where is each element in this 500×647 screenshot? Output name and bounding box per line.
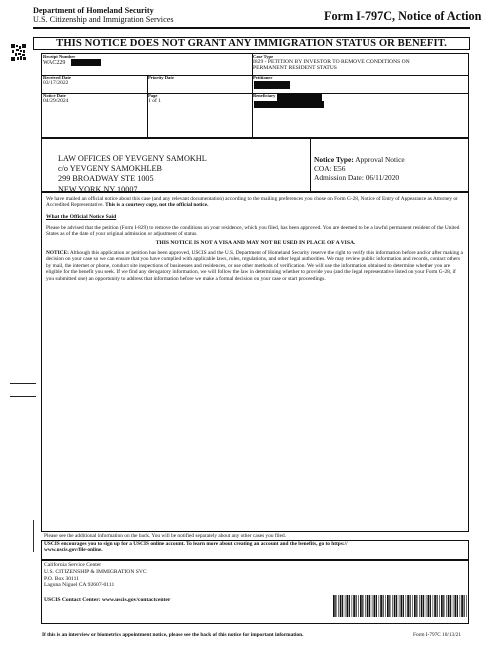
- section-heading: What the Official Notice Said: [46, 214, 117, 220]
- coa: COA: E56: [314, 164, 346, 174]
- notice-date-cell: [42, 93, 145, 110]
- service-center-name: California Service Center: [44, 562, 102, 568]
- case-type-cell: [252, 54, 468, 74]
- fold-mark: [10, 383, 36, 384]
- qr-code-icon: [11, 44, 26, 61]
- redaction-bar: [254, 101, 324, 108]
- address-line: 299 BROADWAY STE 1005: [58, 174, 154, 184]
- redaction-bar: [254, 81, 290, 89]
- priority-date-cell: [147, 75, 250, 92]
- address-line: c/o YEVGENY SAMOKHLEB: [58, 164, 163, 174]
- redaction-bar: [71, 59, 101, 66]
- notice-type-value: Approval Notice: [355, 155, 405, 164]
- address-line: NEW YORK NY 10007: [58, 184, 138, 194]
- approval-paragraph: Please be advised that the petition (Form I-829) to remove the conditions on your residence, which you filed, has been approved. You are deemed to be a lawful permanent resident of the United States as of the date of your original admission or adjustment of status.: [46, 225, 460, 238]
- notice-label: NOTICE:: [46, 250, 69, 256]
- received-date-cell: [42, 75, 145, 92]
- notice-date-label: Notice Date: [43, 93, 66, 98]
- department-name: Department of Homeland Security: [33, 6, 154, 15]
- online-line: USCIS encourages you to sign up for a USCIS online account. To learn more about creating an account and the benefits, go to https://: [44, 541, 348, 547]
- petitioner-cell: [252, 75, 468, 92]
- receipt-number-value: WAC229: [43, 60, 66, 66]
- mailing-address: [58, 154, 207, 195]
- agency-name: U.S. Citizenship and Immigration Services: [33, 15, 174, 24]
- beneficiary-label: Beneficiary: [253, 93, 276, 98]
- barcode-icon: [332, 595, 469, 617]
- redaction-bar: [277, 93, 322, 101]
- service-center-line: U.S. CITIZENSHIP & IMMIGRATION SVC: [44, 568, 147, 575]
- notice-paragraph: [46, 250, 465, 282]
- contact-center: USCIS Contact Center: www.uscis.gov/contactcenter: [44, 597, 171, 603]
- courtesy-copy-text: This is a courtesy copy, not the official notice.: [103, 202, 209, 209]
- form-id: Form I-797C 10/13/21: [413, 632, 461, 638]
- status-banner: THIS NOTICE DOES NOT GRANT ANY IMMIGRATION STATUS OR BENEFIT.: [33, 37, 470, 50]
- mailing-text: We have mailed an official notice about this case (and any relevant documentation) according to the mailing preferences you chose on Form G-28, Notice of Entry of Appearance as Attorney or Accredited Representative.: [46, 196, 458, 209]
- admission-date: Admission Date: 06/11/2020: [314, 173, 400, 183]
- page-cell: [147, 93, 250, 110]
- see-back-text: Please see the additional information on the back. You will be notified separately about any other cases you filed.: [44, 533, 287, 539]
- case-type-value-line2: PERMANENT RESIDENT STATUS: [253, 65, 337, 71]
- case-type-value-line1: I829 - PETITION BY INVESTOR TO REMOVE CONDITIONS ON: [253, 59, 410, 65]
- page-value: 1 of 1: [148, 98, 162, 104]
- online-account-text: [44, 541, 348, 554]
- petitioner-label: Petitioner: [253, 75, 273, 80]
- notice-info: [314, 155, 405, 183]
- fold-mark: [10, 396, 36, 397]
- service-center-line: Laguna Niguel CA 92607-0111: [44, 582, 115, 589]
- footer-note: If this is an interview or biometrics appointment notice, please see the back of this notice for important information.: [42, 632, 304, 638]
- margin-line: [33, 520, 34, 552]
- page-label: Page: [148, 93, 158, 98]
- beneficiary-cell: [252, 93, 468, 110]
- form-title: Form I-797C, Notice of Action: [324, 9, 482, 23]
- case-type-label: Case Type: [253, 54, 274, 59]
- service-center-address: [44, 562, 147, 589]
- receipt-number-label: Receipt Number: [43, 54, 76, 59]
- online-link: www.uscis.gov/file-online.: [44, 547, 103, 554]
- priority-date-label: Priority Date: [148, 75, 174, 80]
- header-rule: [33, 27, 470, 29]
- notice-date-value: 04/29/2024: [43, 98, 69, 104]
- address-line: LAW OFFICES OF YEVGENY SAMOKHL: [58, 154, 207, 163]
- visa-warning: THIS NOTICE IS NOT A VISA AND MAY NOT BE USED IN PLACE OF A VISA.: [155, 240, 356, 246]
- notice-type-label: Notice Type:: [314, 155, 354, 164]
- notice-text: Although this application or petition has been approved, USCIS and the U.S. Department of Homeland Security reserve the right to verify this information before and/or after making a decision on your case so we can ensure that you have complied with applicable laws, rules, regulations, and other legal authorities. We may review public information and records, contact others by mail, the internet or phone, conduct site inspections of businesses and residences, or use other methods of verification. We will use the information obtained to determine whether you are eligible for the benefit you seek. If we find any derogatory information, we will follow the law in determining whether to provide you (and the legal representative listed on your Form G-28, if you submitted one) an opportunity to address that information before we make a formal decision on your case or start proceedings.: [46, 250, 463, 282]
- received-date-value: 03/17/2022: [43, 80, 69, 86]
- service-center-line: P.O. Box 30111: [44, 575, 80, 582]
- received-date-label: Received Date: [43, 75, 71, 80]
- receipt-number-cell: [42, 54, 250, 74]
- body-paragraph-1: [46, 196, 465, 209]
